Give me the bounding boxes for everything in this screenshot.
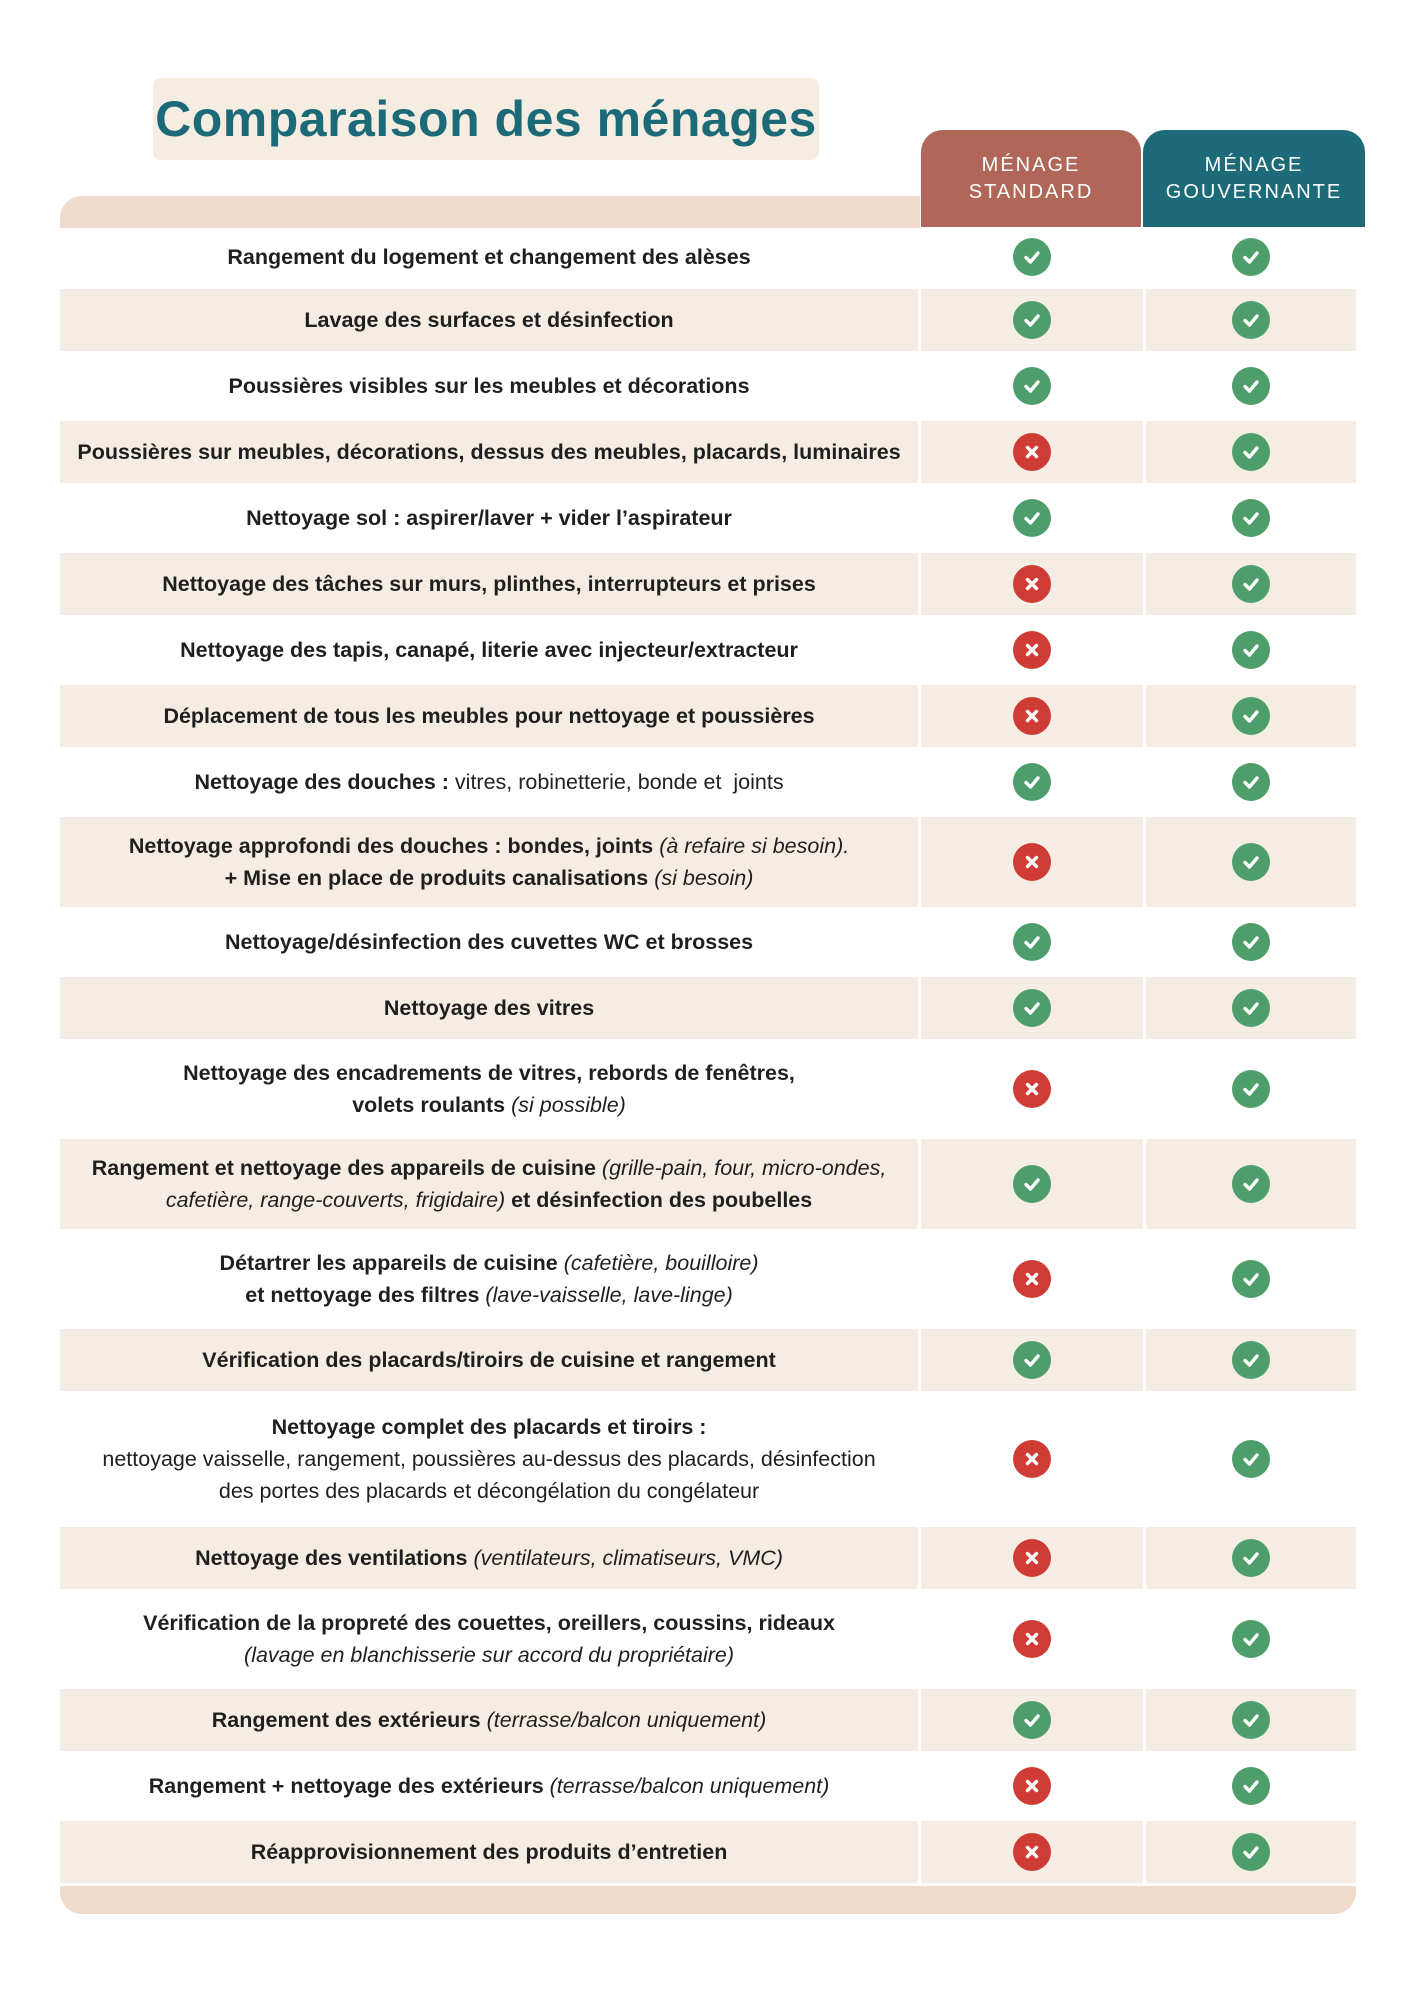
row-label xyxy=(60,619,918,681)
table-row xyxy=(60,1821,1356,1883)
table-row xyxy=(60,751,1356,813)
row-label-segment: Nettoyage des tapis, canapé, literie avec injecteur/extracteur xyxy=(180,638,798,662)
standard-cell xyxy=(921,487,1143,549)
row-label-line xyxy=(143,1607,835,1639)
row-label-line xyxy=(92,1184,887,1216)
row-label xyxy=(60,1689,918,1751)
row-label-line xyxy=(225,926,753,958)
gouvernante-cell xyxy=(1146,1593,1356,1685)
row-label-segment: Lavage des surfaces et désinfection xyxy=(304,308,674,332)
check-icon xyxy=(1232,1701,1270,1739)
row-label xyxy=(60,553,918,615)
table-row xyxy=(60,817,1356,907)
row-label-line xyxy=(149,1770,830,1802)
row-label-line xyxy=(129,862,849,894)
check-icon xyxy=(1232,433,1270,471)
standard-cell xyxy=(921,228,1143,285)
row-label-line xyxy=(251,1836,728,1868)
gouvernante-cell xyxy=(1146,421,1356,483)
gouvernante-cell xyxy=(1146,289,1356,351)
check-icon xyxy=(1013,1701,1051,1739)
column-header-gouvernante-label: MÉNAGE GOUVERNANTE xyxy=(1165,153,1343,203)
standard-cell xyxy=(921,1689,1143,1751)
row-label-segment: (ventilateurs, climatiseurs, VMC) xyxy=(473,1546,783,1570)
gouvernante-cell xyxy=(1146,228,1356,285)
row-label xyxy=(60,1755,918,1817)
row-label-segment: nettoyage vaisselle, rangement, poussières au-dessus des placards, désinfection xyxy=(102,1447,876,1471)
check-icon xyxy=(1232,843,1270,881)
standard-cell xyxy=(921,619,1143,681)
row-label-line xyxy=(220,1247,759,1279)
row-label-line xyxy=(183,1089,795,1121)
row-label xyxy=(60,1233,918,1325)
row-label-segment: Nettoyage des ventilations xyxy=(195,1546,474,1570)
table-top-band xyxy=(60,196,920,228)
cross-icon xyxy=(1013,1767,1051,1805)
check-icon xyxy=(1232,1833,1270,1871)
row-label-segment: (si possible) xyxy=(511,1093,626,1117)
row-label-segment: Réapprovisionnement des produits d’entretien xyxy=(250,1840,728,1864)
check-icon xyxy=(1232,1767,1270,1805)
check-icon xyxy=(1013,238,1051,276)
check-icon xyxy=(1232,631,1270,669)
column-header-gouvernante xyxy=(1143,130,1365,227)
table-row xyxy=(60,1139,1356,1229)
row-label-segment: (lavage en blanchisserie sur accord du propriétaire) xyxy=(244,1643,735,1667)
row-label xyxy=(60,977,918,1039)
row-label-segment: et désinfection des poubelles xyxy=(511,1188,813,1212)
row-label-line xyxy=(194,766,783,798)
row-label-segment: Rangement des extérieurs xyxy=(211,1708,487,1732)
table-row xyxy=(60,1527,1356,1589)
table-row xyxy=(60,1395,1356,1523)
row-label-segment: Nettoyage des vitres xyxy=(383,996,595,1020)
column-header-standard-label: MÉNAGE STANDARD xyxy=(968,153,1094,203)
check-icon xyxy=(1232,301,1270,339)
gouvernante-cell xyxy=(1146,1755,1356,1817)
row-label-segment: Vérification des placards/tiroirs de cuisine et rangement xyxy=(202,1348,776,1372)
table-row xyxy=(60,1689,1356,1751)
check-icon xyxy=(1013,989,1051,1027)
gouvernante-cell xyxy=(1146,553,1356,615)
row-label-line xyxy=(227,241,750,273)
cross-icon xyxy=(1013,1620,1051,1658)
standard-cell xyxy=(921,1329,1143,1391)
standard-cell xyxy=(921,817,1143,907)
cross-icon xyxy=(1013,1833,1051,1871)
cross-icon xyxy=(1013,1539,1051,1577)
table-row xyxy=(60,1755,1356,1817)
row-label xyxy=(60,487,918,549)
row-label-line xyxy=(102,1475,875,1507)
gouvernante-cell xyxy=(1146,977,1356,1039)
row-label xyxy=(60,751,918,813)
cross-icon xyxy=(1013,433,1051,471)
standard-cell xyxy=(921,1527,1143,1589)
table-row xyxy=(60,1593,1356,1685)
row-label-segment: (si besoin) xyxy=(654,866,754,890)
row-label xyxy=(60,421,918,483)
row-label-line xyxy=(143,1639,835,1671)
standard-cell xyxy=(921,911,1143,973)
row-label-segment: + Mise en place de produits canalisations xyxy=(224,866,655,890)
table-row xyxy=(60,619,1356,681)
cross-icon xyxy=(1013,843,1051,881)
standard-cell xyxy=(921,289,1143,351)
check-icon xyxy=(1232,1260,1270,1298)
gouvernante-cell xyxy=(1146,1527,1356,1589)
gouvernante-cell xyxy=(1146,1821,1356,1883)
check-icon xyxy=(1013,499,1051,537)
check-icon xyxy=(1232,923,1270,961)
row-label-segment: des portes des placards et décongélation du congélateur xyxy=(218,1479,760,1503)
row-label xyxy=(60,1395,918,1523)
check-icon xyxy=(1232,367,1270,405)
standard-cell xyxy=(921,1593,1143,1685)
check-icon xyxy=(1232,1070,1270,1108)
cross-icon xyxy=(1013,1440,1051,1478)
row-label-line xyxy=(102,1443,875,1475)
row-label-segment: Nettoyage des tâches sur murs, plinthes, interrupteurs et prises xyxy=(162,572,816,596)
table-row xyxy=(60,685,1356,747)
check-icon xyxy=(1232,989,1270,1027)
row-label-line xyxy=(246,502,732,534)
row-label-line xyxy=(129,830,849,862)
row-label xyxy=(60,289,918,351)
row-label-line xyxy=(183,1057,795,1089)
gouvernante-cell xyxy=(1146,619,1356,681)
row-label-segment: Rangement + nettoyage des extérieurs xyxy=(148,1774,550,1798)
table-row xyxy=(60,553,1356,615)
row-label-line xyxy=(162,568,816,600)
check-icon xyxy=(1013,1165,1051,1203)
table-row xyxy=(60,977,1356,1039)
row-label xyxy=(60,817,918,907)
row-label xyxy=(60,355,918,417)
check-icon xyxy=(1232,763,1270,801)
row-label-segment: Poussières sur meubles, décorations, dessus des meubles, placards, luminaires xyxy=(77,440,901,464)
standard-cell xyxy=(921,553,1143,615)
check-icon xyxy=(1232,499,1270,537)
table-row xyxy=(60,421,1356,483)
row-label-line xyxy=(163,700,814,732)
standard-cell xyxy=(921,685,1143,747)
standard-cell xyxy=(921,751,1143,813)
table-row xyxy=(60,228,1356,285)
row-label-segment: Nettoyage approfondi des douches : bondes, joints xyxy=(128,834,660,858)
page-title: Comparaison des ménages xyxy=(155,91,817,147)
check-icon xyxy=(1232,1440,1270,1478)
check-icon xyxy=(1013,367,1051,405)
row-label-segment: Nettoyage des douches : xyxy=(194,770,455,794)
gouvernante-cell xyxy=(1146,487,1356,549)
table-row xyxy=(60,355,1356,417)
gouvernante-cell xyxy=(1146,1689,1356,1751)
row-label-segment: Nettoyage complet des placards et tiroirs : xyxy=(271,1415,707,1439)
row-label-segment: Déplacement de tous les meubles pour nettoyage et poussières xyxy=(163,704,815,728)
row-label-segment: (terrasse/balcon uniquement) xyxy=(486,1708,767,1732)
row-label-segment: volets roulants xyxy=(352,1093,512,1117)
standard-cell xyxy=(921,421,1143,483)
row-label-line xyxy=(195,1542,783,1574)
table-row xyxy=(60,911,1356,973)
row-label-segment: (cafetière, bouilloire) xyxy=(563,1251,759,1275)
cross-icon xyxy=(1013,697,1051,735)
check-icon xyxy=(1232,1341,1270,1379)
standard-cell xyxy=(921,1233,1143,1325)
table-bottom-band xyxy=(60,1886,1356,1914)
cross-icon xyxy=(1013,631,1051,669)
standard-cell xyxy=(921,1139,1143,1229)
row-label-segment: Poussières visibles sur les meubles et décorations xyxy=(228,374,750,398)
standard-cell xyxy=(921,355,1143,417)
row-label-line xyxy=(229,370,750,402)
row-label xyxy=(60,1139,918,1229)
row-label-line xyxy=(220,1279,759,1311)
check-icon xyxy=(1232,1620,1270,1658)
row-label-segment: Rangement du logement et changement des alèses xyxy=(227,244,751,269)
row-label-line xyxy=(92,1152,887,1184)
check-icon xyxy=(1013,301,1051,339)
check-icon xyxy=(1232,1539,1270,1577)
cross-icon xyxy=(1013,1260,1051,1298)
gouvernante-cell xyxy=(1146,685,1356,747)
row-label-segment: Détartrer les appareils de cuisine xyxy=(219,1251,564,1275)
standard-cell xyxy=(921,1043,1143,1135)
row-label-line xyxy=(77,436,900,468)
table-row xyxy=(60,289,1356,351)
check-icon xyxy=(1013,1341,1051,1379)
gouvernante-cell xyxy=(1146,1329,1356,1391)
row-label-line xyxy=(304,304,673,336)
row-label xyxy=(60,1821,918,1883)
gouvernante-cell xyxy=(1146,817,1356,907)
title-box xyxy=(153,78,819,160)
standard-cell xyxy=(921,1395,1143,1523)
standard-cell xyxy=(921,1755,1143,1817)
row-label-segment: Nettoyage sol : aspirer/laver + vider l’aspirateur xyxy=(246,506,732,530)
check-icon xyxy=(1232,1165,1270,1203)
gouvernante-cell xyxy=(1146,751,1356,813)
check-icon xyxy=(1232,238,1270,276)
table-row xyxy=(60,1043,1356,1135)
row-label xyxy=(60,685,918,747)
check-icon xyxy=(1232,697,1270,735)
row-label xyxy=(60,1329,918,1391)
row-label xyxy=(60,911,918,973)
row-label-segment: Nettoyage des encadrements de vitres, rebords de fenêtres, xyxy=(183,1061,795,1085)
row-label-line xyxy=(384,992,594,1024)
check-icon xyxy=(1232,565,1270,603)
row-label xyxy=(60,1043,918,1135)
row-label-segment: (grille-pain, four, micro-ondes, xyxy=(601,1156,887,1180)
row-label-segment: Rangement et nettoyage des appareils de cuisine xyxy=(91,1156,602,1180)
gouvernante-cell xyxy=(1146,911,1356,973)
row-label-segment: (terrasse/balcon uniquement) xyxy=(549,1774,830,1798)
gouvernante-cell xyxy=(1146,1233,1356,1325)
row-label-segment: vitres, robinetterie, bonde et joints xyxy=(454,770,784,794)
row-label-segment: Vérification de la propreté des couettes, oreillers, coussins, rideaux xyxy=(143,1611,835,1635)
row-label-segment: (lave-vaisselle, lave-linge) xyxy=(485,1283,733,1307)
row-label-line xyxy=(102,1411,875,1443)
gouvernante-cell xyxy=(1146,1139,1356,1229)
row-label-line xyxy=(180,634,798,666)
row-label-segment: et nettoyage des filtres xyxy=(245,1283,486,1307)
row-label-segment: (à refaire si besoin). xyxy=(659,834,850,858)
check-icon xyxy=(1013,763,1051,801)
row-label xyxy=(60,228,918,285)
comparison-table xyxy=(60,228,1356,1887)
row-label-line xyxy=(212,1704,767,1736)
row-label xyxy=(60,1593,918,1685)
row-label-segment: cafetière, range-couverts, frigidaire) xyxy=(165,1188,512,1212)
row-label-line xyxy=(202,1344,776,1376)
row-label-segment: Nettoyage/désinfection des cuvettes WC et brosses xyxy=(224,930,754,954)
table-row xyxy=(60,1233,1356,1325)
gouvernante-cell xyxy=(1146,1043,1356,1135)
gouvernante-cell xyxy=(1146,1395,1356,1523)
standard-cell xyxy=(921,1821,1143,1883)
gouvernante-cell xyxy=(1146,355,1356,417)
cross-icon xyxy=(1013,565,1051,603)
table-row xyxy=(60,1329,1356,1391)
cross-icon xyxy=(1013,1070,1051,1108)
check-icon xyxy=(1013,923,1051,961)
column-header-standard xyxy=(921,130,1141,227)
standard-cell xyxy=(921,977,1143,1039)
table-row xyxy=(60,487,1356,549)
row-label xyxy=(60,1527,918,1589)
